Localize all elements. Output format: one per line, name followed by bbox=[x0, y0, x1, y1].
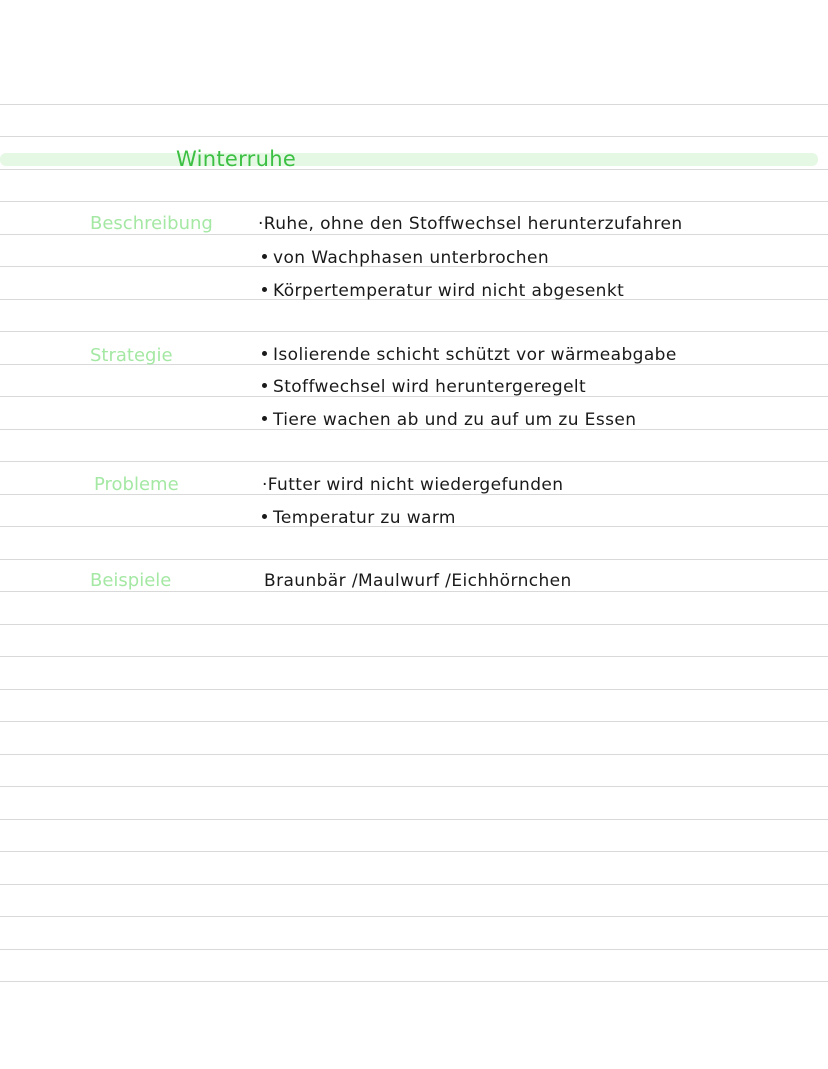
strategie-line-2-text: Stoffwechsel wird heruntergeregelt bbox=[273, 377, 587, 397]
label-strategie: Strategie bbox=[90, 345, 173, 366]
bullet-icon bbox=[262, 514, 267, 519]
strategie-line-1 bbox=[262, 345, 677, 365]
probleme-line-2 bbox=[262, 508, 456, 528]
label-beispiele: Beispiele bbox=[90, 570, 172, 591]
beschreibung-line-3 bbox=[262, 281, 624, 301]
beschreibung-line-2 bbox=[262, 248, 549, 268]
strategie-line-3-text: Tiere wachen ab und zu auf um zu Essen bbox=[273, 410, 637, 430]
title-highlight bbox=[0, 153, 818, 166]
probleme-line-1-text: ·Futter wird nicht wiedergefunden bbox=[262, 475, 564, 495]
beschreibung-line-3-text: Körpertemperatur wird nicht abgesenkt bbox=[273, 281, 625, 301]
strategie-line-3 bbox=[262, 410, 636, 430]
strategie-line-2 bbox=[262, 377, 586, 397]
bullet-icon bbox=[262, 254, 267, 259]
beispiele-text: Braunbär /Maulwurf /Eichhörnchen bbox=[264, 571, 572, 591]
beschreibung-line-2-text: von Wachphasen unterbrochen bbox=[273, 248, 550, 268]
page-title: Winterruhe bbox=[176, 147, 297, 171]
probleme-line-2-text: Temperatur zu warm bbox=[273, 508, 456, 528]
beschreibung-line-1-text: ·Ruhe, ohne den Stoffwechsel herunterzufahren bbox=[258, 214, 683, 234]
beschreibung-line-1 bbox=[258, 214, 683, 234]
probleme-line-1 bbox=[262, 475, 563, 495]
bullet-icon bbox=[262, 287, 267, 292]
bullet-icon bbox=[262, 351, 267, 356]
label-probleme: Probleme bbox=[94, 474, 179, 495]
strategie-line-1-text: Isolierende schicht schützt vor wärmeabgabe bbox=[273, 345, 677, 365]
bullet-icon bbox=[262, 383, 267, 388]
bullet-icon bbox=[262, 416, 267, 421]
label-beschreibung: Beschreibung bbox=[90, 213, 213, 234]
